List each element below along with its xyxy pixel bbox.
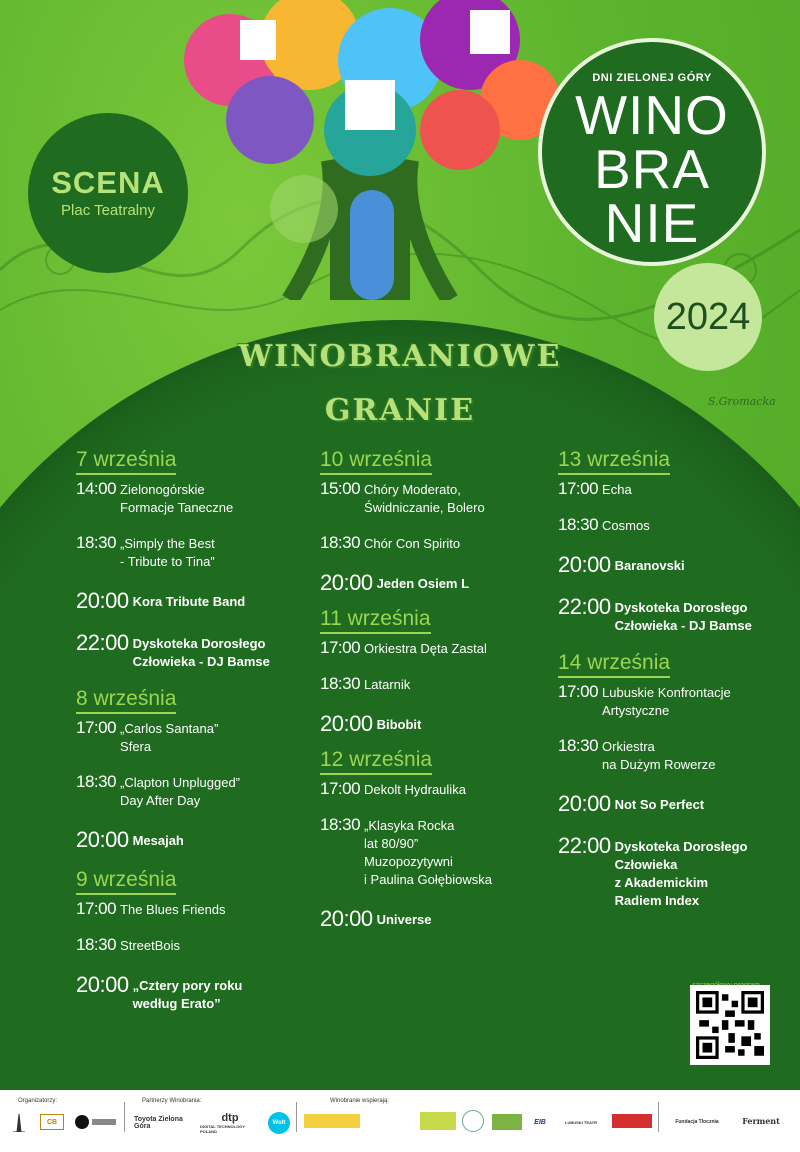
supporter-logo-zgh (492, 1114, 522, 1130)
event-title: Baranovski (614, 558, 685, 573)
schedule-event (558, 834, 790, 910)
schedule-event (320, 638, 552, 658)
heading-line-1: WINOBRANIOWE (238, 339, 562, 374)
event-title: Dyskoteka Dorosłego Człowieka - DJ Bamse (614, 600, 752, 633)
winobranie-logo (538, 38, 766, 266)
schedule-event (76, 899, 308, 919)
day-heading: 13 września (558, 448, 670, 475)
schedule-event (76, 973, 308, 1013)
event-time: 14:00 (76, 479, 117, 498)
year-badge: 2024 (654, 263, 762, 371)
event-title: Latarnik (364, 677, 411, 692)
event-title: „Carlos Santana” Sfera (120, 721, 219, 754)
organizer-logo-tower (10, 1114, 28, 1132)
event-title: The Blues Friends (120, 902, 226, 917)
event-time: 17:00 (76, 718, 117, 737)
footer-separator (296, 1102, 297, 1132)
poster-heading (150, 330, 650, 438)
partner-logo-wolt: Wolt (268, 1112, 290, 1134)
day-heading: 14 września (558, 651, 670, 678)
dtp-mark: dtp (221, 1112, 239, 1124)
day-heading: 7 września (76, 448, 176, 475)
event-title: Chóry Moderato, Świdniczanie, Bolero (364, 482, 485, 515)
event-title: Chór Con Spirito (364, 536, 461, 551)
organizer-logo-zok (74, 1114, 118, 1130)
event-time: 17:00 (558, 479, 599, 498)
schedule-event (76, 718, 308, 756)
event-time: 18:30 (76, 935, 117, 954)
schedule-event (320, 533, 552, 553)
event-time: 20:00 (76, 972, 129, 997)
supporter-logo-red (612, 1114, 652, 1128)
schedule-event (76, 479, 308, 517)
event-title: Dyskoteka Dorosłego Człowieka - DJ Bamse (132, 636, 270, 669)
event-time: 18:30 (320, 815, 361, 834)
event-title: „Cztery pory roku według Erato” (132, 978, 243, 1011)
schedule-event (320, 674, 552, 694)
event-title: Universe (376, 912, 432, 927)
venue-title: SCENA (51, 165, 165, 200)
tower-icon (11, 1114, 27, 1132)
schedule-event (76, 935, 308, 955)
venue-badge (28, 113, 188, 273)
supporter-logo-tlocznia: Fundacja Tłocznia (675, 1119, 719, 1125)
event-time: 20:00 (320, 711, 373, 736)
schedule-column-3 (558, 448, 790, 910)
schedule-event (558, 792, 790, 816)
schedule-event (558, 479, 790, 499)
event-time: 20:00 (558, 552, 611, 577)
event-time: 18:30 (76, 533, 117, 552)
schedule-event (558, 736, 790, 774)
event-time: 15:00 (320, 479, 361, 498)
event-time: 18:30 (558, 515, 599, 534)
event-time: 17:00 (558, 682, 599, 701)
schedule-event (558, 682, 790, 720)
schedule-column-2 (320, 448, 552, 931)
day-block (76, 868, 308, 1013)
event-time: 22:00 (558, 833, 611, 858)
schedule-event (76, 631, 308, 671)
event-title: „Klasyka Rocka lat 80/90” Muzopozytywni i Paulina Gołębiowska (364, 818, 492, 887)
partner-logo-dtp (200, 1112, 260, 1134)
schedule-event (76, 589, 308, 613)
day-block (558, 448, 790, 635)
day-heading: 10 września (320, 448, 432, 475)
schedule-event (76, 828, 308, 852)
schedule-event (558, 553, 790, 577)
event-title: Kora Tribute Band (132, 594, 246, 609)
schedule-event (76, 772, 308, 810)
event-title: Zielonogórskie Formacje Taneczne (120, 482, 234, 515)
logo-line-1: WINO (575, 84, 729, 146)
qr-code-icon (696, 991, 764, 1059)
event-title: „Simply the Best - Tribute to Tina” (120, 536, 215, 569)
event-time: 20:00 (76, 588, 129, 613)
footer-separator (124, 1102, 125, 1132)
day-heading: 12 września (320, 748, 432, 775)
event-title: „Clapton Unplugged” Day After Day (120, 775, 241, 808)
day-heading: 11 września (320, 607, 431, 634)
partners-label: Partnerzy Winobrania: (142, 1098, 202, 1104)
event-title: Orkiestra Dęta Zastal (364, 641, 487, 656)
venue-subtitle: Plac Teatralny (61, 202, 155, 219)
event-title: Cosmos (602, 518, 650, 533)
event-title: Dyskoteka Dorosłego Człowieka z Akademickim Radiem Index (614, 839, 748, 908)
dtp-caption: DIGITAL TECHNOLOGY POLAND (200, 1124, 245, 1134)
day-block (320, 448, 552, 595)
tree-house-illustration (170, 0, 570, 300)
supporter-logo-lubuski-teatr: LUBUSKI TEATR (565, 1119, 597, 1125)
day-heading: 8 września (76, 687, 176, 714)
supporter-logo-2 (366, 1114, 406, 1128)
schedule-event (320, 815, 552, 889)
zok-logo-icon (74, 1114, 118, 1130)
day-block (320, 748, 552, 931)
event-title: StreetBois (120, 938, 181, 953)
supporter-logo-mosir (420, 1112, 456, 1130)
event-title: Orkiestra na Dużym Rowerze (602, 739, 716, 772)
event-time: 18:30 (320, 674, 361, 693)
event-title: Lubuskie Konfrontacje Artystyczne (602, 685, 731, 718)
logo-line-2: BRA (593, 138, 711, 200)
event-title: Dekolt Hydraulika (364, 782, 466, 797)
schedule-event (320, 907, 552, 931)
decorative-circle (270, 175, 338, 243)
event-time: 17:00 (320, 779, 361, 798)
supporters-label: Winobranie wspierają: (330, 1098, 390, 1104)
schedule-event (558, 595, 790, 635)
event-time: 20:00 (558, 791, 611, 816)
supporter-logo-eib: EIB (534, 1118, 546, 1126)
schedule-event (558, 515, 790, 535)
organizer-logo-cb: CB (40, 1114, 64, 1130)
event-title: Jeden Osiem L (376, 576, 470, 591)
partner-logo-toyota: Toyota Zielona Góra (134, 1116, 183, 1130)
schedule-column-1 (76, 448, 308, 1013)
event-time: 22:00 (558, 594, 611, 619)
day-block (76, 687, 308, 852)
schedule-event (320, 712, 552, 736)
heading-line-2: GRANIE (324, 393, 476, 428)
organizers-label: Organizatorzy: (18, 1098, 58, 1104)
schedule-event (320, 779, 552, 799)
supporter-logo-1 (304, 1114, 360, 1128)
supporter-logo-ferment: Ferment (742, 1116, 780, 1126)
supporter-logo-round (462, 1110, 484, 1132)
day-block (320, 607, 552, 736)
event-time: 22:00 (76, 630, 129, 655)
schedule-event (320, 479, 552, 517)
day-block (558, 651, 790, 910)
artist-signature: S.Gromacka (708, 395, 776, 408)
event-title: Mesajah (132, 833, 184, 848)
logo-line-3: NIE (604, 192, 700, 254)
event-time: 18:30 (76, 772, 117, 791)
footer-separator (658, 1102, 659, 1132)
day-block (76, 448, 308, 671)
event-title: Bibobit (376, 717, 422, 732)
event-title: Echa (602, 482, 632, 497)
schedule-event (76, 533, 308, 571)
event-time: 20:00 (320, 570, 373, 595)
event-time: 17:00 (320, 638, 361, 657)
event-time: 17:00 (76, 899, 117, 918)
logo-tagline: DNI ZIELONEJ GÓRY (592, 72, 712, 84)
logo-wordmark (542, 84, 762, 254)
day-heading: 9 września (76, 868, 176, 895)
schedule-event (320, 571, 552, 595)
event-time: 20:00 (76, 827, 129, 852)
event-time: 18:30 (320, 533, 361, 552)
sponsors-footer (0, 1090, 800, 1152)
event-time: 20:00 (320, 906, 373, 931)
event-time: 18:30 (558, 736, 599, 755)
event-title: Not So Perfect (614, 797, 705, 812)
qr-code[interactable] (690, 985, 770, 1065)
